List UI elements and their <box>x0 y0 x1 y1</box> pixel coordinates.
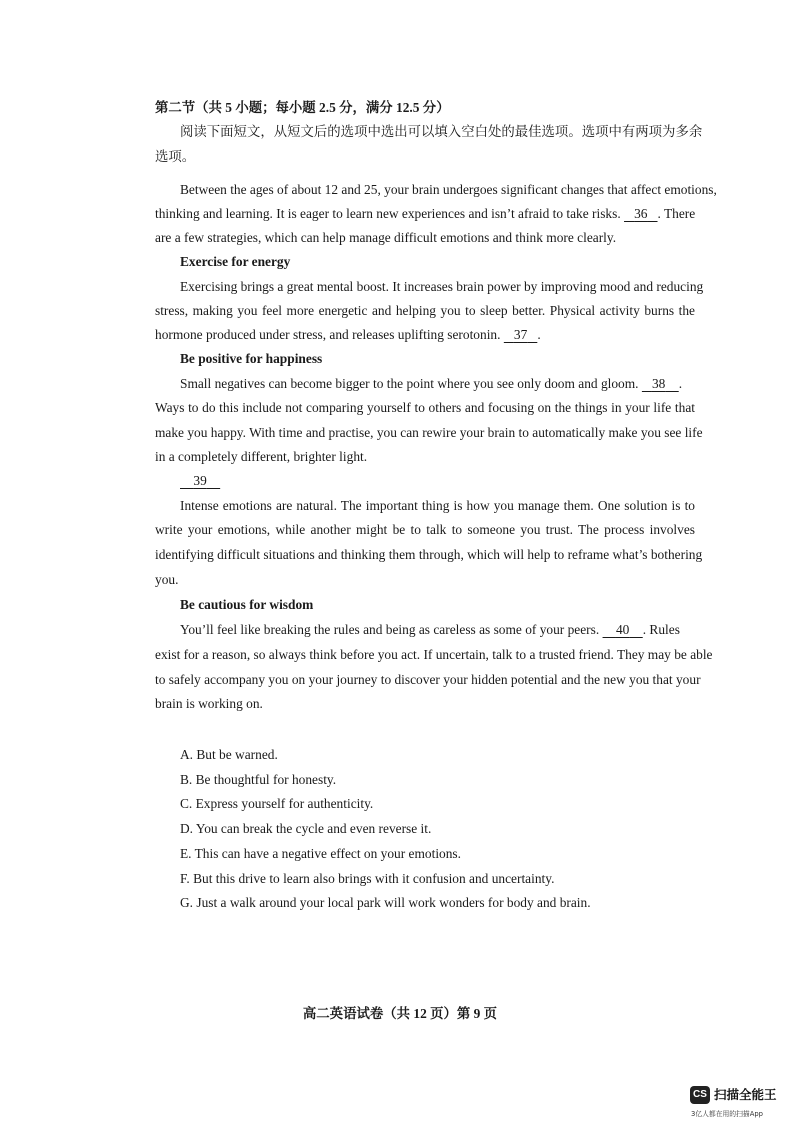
p5-line-2: exist for a reason, so always think before you act. If uncertain, talk to a trusted friend. They may be able <box>155 647 713 662</box>
blank-36 <box>624 205 657 223</box>
option-b: B. Be thoughtful for honesty. <box>180 772 337 787</box>
blank-39 <box>180 472 220 490</box>
p2-line-1: Exercising brings a great mental boost. It increases brain power by improving mood and reducing <box>180 279 704 294</box>
p5-line-3: to safely accompany you on your journey to discover your hidden potential and the new you that your <box>155 672 701 687</box>
p5-line-1-end: . Rules <box>642 622 680 637</box>
p3-line-1-end: . <box>678 376 683 391</box>
blank-38-number: 38 <box>651 376 666 391</box>
heading-blank-39 <box>180 472 695 490</box>
option-f: F. But this drive to learn also brings with it confusion and uncertainty. <box>180 871 555 886</box>
p3-line-1-text: Small negatives can become bigger to the point where you see only doom and gloom. <box>180 376 639 391</box>
p3-line-4: in a completely different, brighter light. <box>155 449 368 464</box>
p4-line-1: Intense emotions are natural. The important thing is how you manage them. One solution is to <box>180 498 695 513</box>
p5-line-1 <box>180 621 695 639</box>
p2-line-3-end: . <box>537 327 541 342</box>
option-a: A. But be warned. <box>180 747 278 762</box>
instruction-line-2: 选项。 <box>155 149 196 164</box>
blank-37 <box>504 326 537 344</box>
p1-line-2-text: thinking and learning. It is eager to learn new experiences and isn’t afraid to take risks. <box>155 206 621 221</box>
p1-line-2-end: . There <box>657 206 696 221</box>
blank-36-number: 36 <box>634 206 648 221</box>
blank-40-number: 40 <box>615 622 630 637</box>
option-e: E. This can have a negative effect on your emotions. <box>180 846 461 861</box>
scanner-watermark <box>690 1086 790 1126</box>
blank-37-number: 37 <box>513 327 528 342</box>
page-footer: 高二英语试卷（共 12 页）第 9 页 <box>302 1006 498 1021</box>
p4-line-3: identifying difficult situations and thinking them through, which will help to reframe what’s bothering <box>155 547 703 562</box>
blank-39-number: 39 <box>193 473 207 488</box>
section-title: 第二节（共 5 小题；每小题 2.5 分，满分 12.5 分） <box>155 100 450 115</box>
heading-exercise: Exercise for energy <box>180 254 291 269</box>
heading-cautious: Be cautious for wisdom <box>180 597 314 612</box>
blank-40 <box>603 621 643 639</box>
p1-line-2 <box>155 205 695 223</box>
p5-line-1-text: You’ll feel like breaking the rules and being as careless as some of your peers. <box>180 622 600 637</box>
instruction-line-1: 阅读下面短文，从短文后的选项中选出可以填入空白处的最佳选项。选项中有两项为多余 <box>180 124 703 139</box>
p3-line-3: make you happy. With time and practise, you can rewire your brain to automatically make you see life <box>155 425 703 440</box>
p2-line-2: stress, making you feel more energetic and helping you to sleep better. Physical activity burns the <box>155 303 695 318</box>
watermark-name: 扫描全能王 <box>714 1087 777 1102</box>
p1-line-1: Between the ages of about 12 and 25, your brain undergoes significant changes that affect emotions, <box>180 182 717 197</box>
blank-38 <box>642 375 679 393</box>
p4-line-4: you. <box>155 572 179 587</box>
option-c: C. Express yourself for authenticity. <box>180 796 374 811</box>
p5-line-4: brain is working on. <box>155 696 263 711</box>
camscanner-logo-icon: CS <box>690 1086 710 1104</box>
heading-positive: Be positive for happiness <box>180 351 323 366</box>
p3-line-2: Ways to do this include not comparing yourself to others and focusing on the things in your life that <box>155 400 695 415</box>
option-d: D. You can break the cycle and even reverse it. <box>180 821 432 836</box>
p3-line-1 <box>180 375 695 393</box>
p2-line-3 <box>155 326 695 344</box>
p2-line-3-text: hormone produced under stress, and releases uplifting serotonin. <box>155 327 501 342</box>
p4-line-2: write your emotions, while another might be to talk to someone you trust. The process involves <box>155 522 695 537</box>
option-g: G. Just a walk around your local park will work wonders for body and brain. <box>180 895 591 910</box>
p1-line-3: are a few strategies, which can help manage difficult emotions and think more clearly. <box>155 230 617 245</box>
watermark-tagline: 3亿人都在用的扫描App <box>691 1110 763 1118</box>
